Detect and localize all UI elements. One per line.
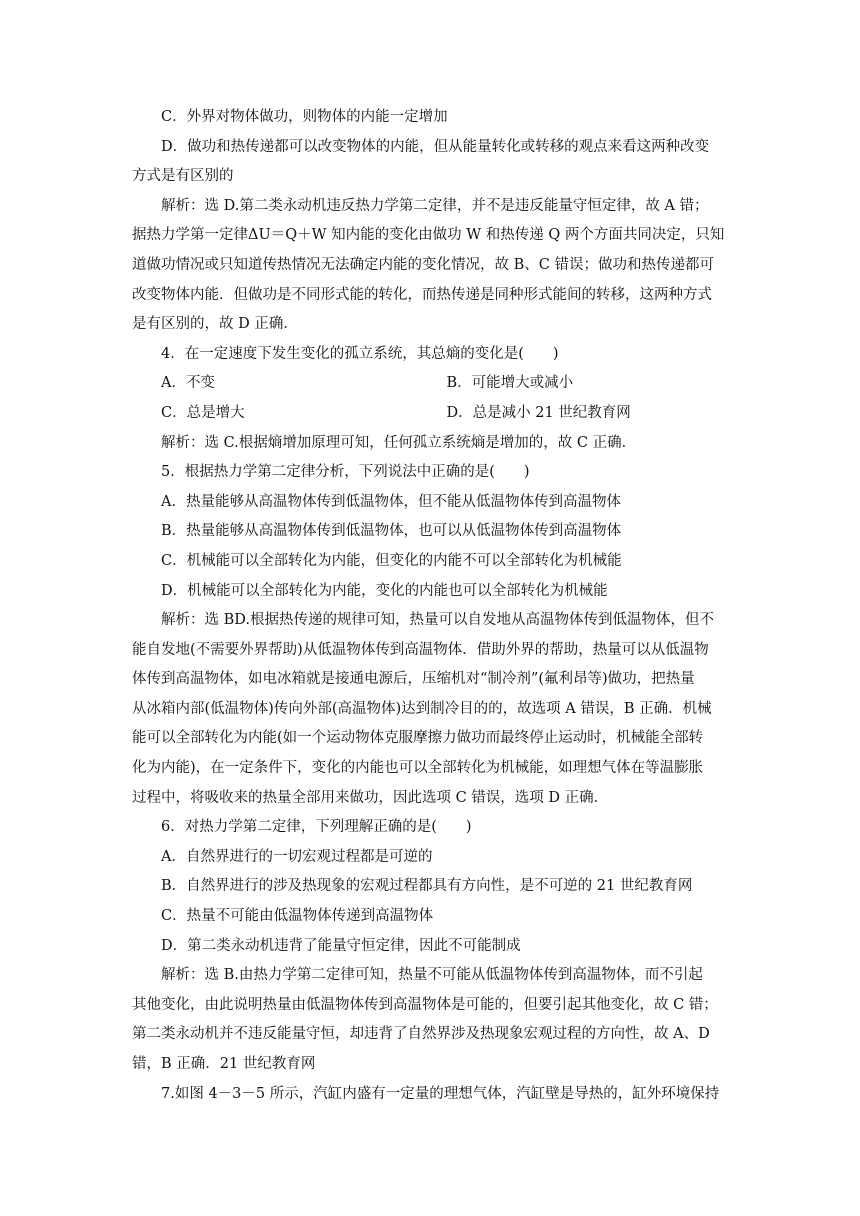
options-row-q4 xyxy=(132,399,732,429)
solution-q6-cont: 错，B 正确．21 世纪教育网 xyxy=(132,1056,316,1072)
solution-q5-cont: 从冰箱内部(低温物体)传向外部(高温物体)达到制冷目的的，故选项 A 错误，B 正确．机械 xyxy=(132,700,712,717)
solution-q3-cont: 据热力学第一定律ΔU＝Q＋W 知内能的变化由做功 W 和热传递 Q 两个方面共同决定，只知 xyxy=(132,227,725,244)
options-row-q4 xyxy=(132,369,732,399)
option-d-q4: D．总是减小 21 世纪教育网 xyxy=(446,404,631,421)
solution-q6-cont: 其他变化，由此说明热量由低温物体传到高温物体是可能的，但要引起其他变化，故 C 错； xyxy=(132,996,718,1013)
question-6: 6．对热力学第二定律，下列理解正确的是( ) xyxy=(161,819,472,836)
solution-q3: 解析：选 D.第二类永动机违反热力学第二定律，并不是违反能量守恒定律，故 A 错； xyxy=(161,197,709,214)
option-d-q5: D．机械能可以全部转化为内能，变化的内能也可以全部转化为机械能 xyxy=(161,582,608,599)
question-4: 4．在一定速度下发生变化的孤立系统，其总熵的变化是( ) xyxy=(161,345,559,362)
option-d-q3: D．做功和热传递都可以改变物体的内能，但从能量转化或转移的观点来看这两种改变 xyxy=(161,138,710,155)
option-c-q4: C．总是增大 xyxy=(161,404,245,421)
question-5: 5．根据热力学第二定律分析，下列说法中正确的是( ) xyxy=(161,464,530,481)
solution-q6-cont: 第二类永动机并不违反能量守恒，却违背了自然界涉及热现象宏观过程的方向性，故 A、D xyxy=(132,1026,710,1043)
option-a-q6: A．自然界进行的一切宏观过程都是可逆的 xyxy=(161,848,433,865)
option-b-q5: B．热量能够从高温物体传到低温物体，也可以从低温物体传到高温物体 xyxy=(161,523,622,540)
solution-q5-cont: 过程中，将吸收来的热量全部用来做功，因此选项 C 错误，选项 D 正确． xyxy=(132,789,609,806)
option-a-q4: A．不变 xyxy=(161,375,215,392)
option-d-q6: D．第二类永动机违背了能量守恒定律，因此不可能制成 xyxy=(161,937,521,954)
solution-q6: 解析：选 B.由热力学第二定律可知，热量不可能从低温物体传到高温物体，而不引起 xyxy=(161,967,703,984)
solution-q5-cont: 能自发地(不需要外界帮助)从低温物体传到高温物体．借助外界的帮助，热量可以从低温物 xyxy=(132,641,709,658)
option-c-q3: C．外界对物体做功，则物体的内能一定增加 xyxy=(161,109,448,125)
option-c-q5: C．机械能可以全部转化为内能，但变化的内能不可以全部转化为机械能 xyxy=(161,552,622,569)
solution-q3-cont: 改变物体内能．但做功是不同形式能的转化，而热传递是同种形式能间的转移，这两种方式 xyxy=(132,286,712,303)
option-c-q6: C．热量不可能由低温物体传递到高温物体 xyxy=(161,908,434,925)
question-7: 7.如图 4－3－5 所示，汽缸内盛有一定量的理想气体，汽缸壁是导热的，缸外环境保持 xyxy=(161,1085,720,1102)
solution-q5-cont: 能可以全部转化为内能(如一个运动物体克服摩擦力做功而最终停止运动时，机械能全部转 xyxy=(132,730,704,747)
option-d-q3-cont: 方式是有区别的 xyxy=(132,168,234,185)
solution-q5-cont: 体传到高温物体，如电冰箱就是接通电源后，压缩机对“制冷剂”(氟利昂等)做功，把热量 xyxy=(132,671,695,688)
solution-q3-cont: 是有区别的，故 D 正确． xyxy=(132,316,298,333)
option-b-q4: B．可能增大或减小 xyxy=(446,375,574,392)
solution-q4: 解析：选 C.根据熵增加原理可知，任何孤立系统熵是增加的，故 C 正确． xyxy=(161,434,637,451)
solution-q5: 解析：选 BD.根据热传递的规律可知，热量可以自发地从高温物体传到低温物体，但不 xyxy=(161,612,714,629)
solution-q3-cont: 道做功情况或只知道传热情况无法确定内能的变化情况，故 B、C 错误；做功和热传递都可 xyxy=(132,256,714,273)
document-body xyxy=(132,103,732,1109)
option-b-q6: B．自然界进行的涉及热现象的宏观过程都具有方向性，是不可逆的 21 世纪教育网 xyxy=(161,878,693,895)
solution-q5-cont: 化为内能)，在一定条件下，变化的内能也可以全部转化为机械能，如理想气体在等温膨胀 xyxy=(132,760,704,777)
option-a-q5: A．热量能够从高温物体传到低温物体，但不能从低温物体传到高温物体 xyxy=(161,493,621,510)
